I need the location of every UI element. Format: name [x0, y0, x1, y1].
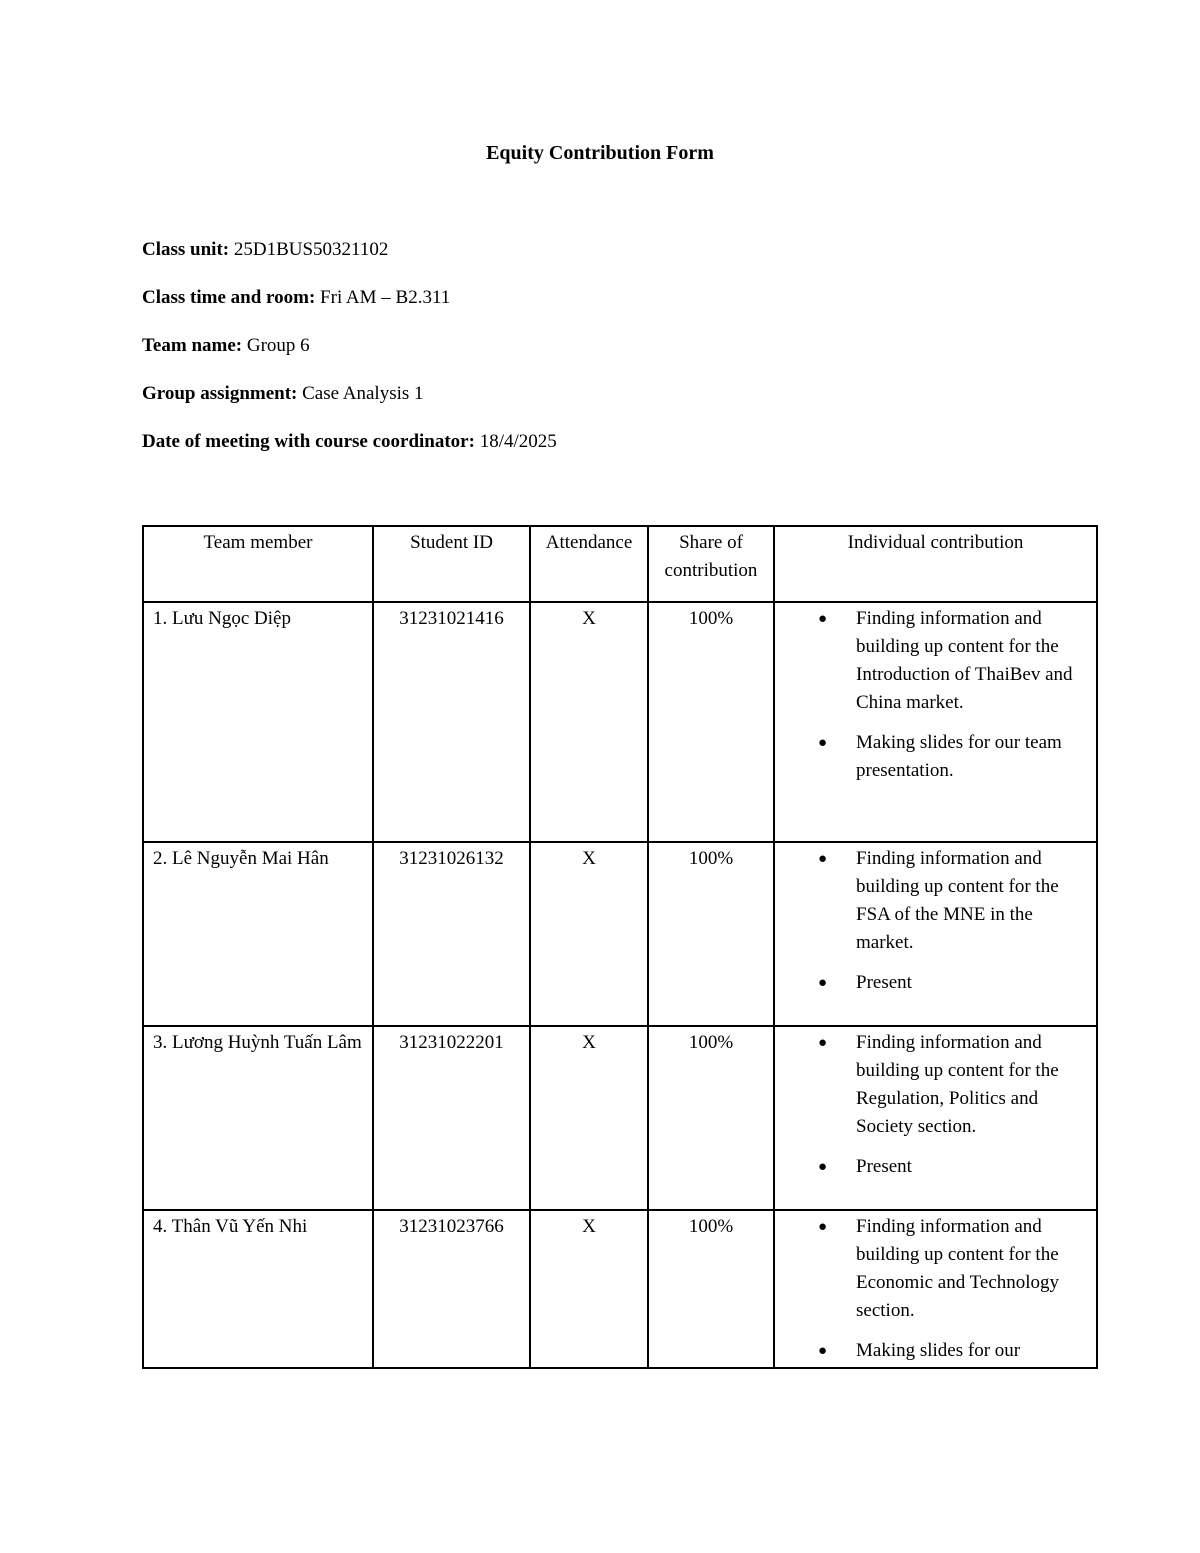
contribution-item: ● Making slides for our [856, 1337, 1087, 1363]
share-value: 100% [648, 842, 774, 1026]
member-name: 3. Lương Huỳnh Tuấn Lâm [143, 1026, 373, 1210]
contribution-list [784, 1029, 1087, 1181]
class-time-room-value: Fri AM – B2.311 [320, 287, 451, 308]
bullet-icon: ● [818, 1159, 828, 1175]
class-unit-field [142, 239, 388, 261]
contribution-list [784, 605, 1087, 785]
contribution-item: ● Present [856, 1153, 1087, 1181]
student-id: 31231023766 [373, 1210, 530, 1368]
contribution-item: ● Finding information and building up content for the Introduction of ThaiBev and China market. [856, 605, 1087, 717]
team-name-label: Team name: [142, 335, 243, 356]
group-assignment-value: Case Analysis 1 [302, 383, 424, 404]
contribution-list [784, 845, 1087, 997]
header-team-member: Team member [143, 526, 373, 602]
attendance-mark: X [530, 1210, 648, 1368]
contribution-table [142, 525, 1098, 1369]
team-name-value: Group 6 [246, 335, 310, 356]
student-id: 31231021416 [373, 602, 530, 842]
member-name: 1. Lưu Ngọc Diệp [143, 602, 373, 842]
contribution-cell [774, 1026, 1097, 1210]
bullet-icon: ● [818, 1343, 828, 1359]
table-header-row [143, 526, 1097, 602]
class-time-room-field [142, 287, 450, 309]
student-id: 31231022201 [373, 1026, 530, 1210]
header-individual-contribution: Individual contribution [774, 526, 1097, 602]
meeting-date-field [142, 431, 557, 453]
attendance-mark: X [530, 1026, 648, 1210]
student-id: 31231026132 [373, 842, 530, 1026]
team-name-field [142, 335, 310, 357]
bullet-icon: ● [818, 611, 828, 627]
share-value: 100% [648, 1210, 774, 1368]
bullet-icon: ● [818, 1035, 828, 1051]
attendance-mark: X [530, 602, 648, 842]
class-unit-value: 25D1BUS50321102 [233, 239, 389, 260]
header-attendance: Attendance [530, 526, 648, 602]
table-row [143, 602, 1097, 842]
meeting-date-label: Date of meeting with course coordinator: [142, 431, 475, 452]
contribution-list [784, 1213, 1087, 1363]
share-value: 100% [648, 602, 774, 842]
contribution-clip [784, 1213, 1087, 1363]
contribution-item: ● Finding information and building up content for the Regulation, Politics and Society section. [856, 1029, 1087, 1141]
share-value: 100% [648, 1026, 774, 1210]
class-unit-label: Class unit: [142, 239, 230, 260]
header-student-id: Student ID [373, 526, 530, 602]
table-row [143, 1210, 1097, 1368]
meeting-date-value: 18/4/2025 [479, 431, 557, 452]
table-row [143, 1026, 1097, 1210]
member-name: 4. Thân Vũ Yến Nhi [143, 1210, 373, 1368]
attendance-mark: X [530, 842, 648, 1026]
group-assignment-label: Group assignment: [142, 383, 298, 404]
group-assignment-field [142, 383, 424, 405]
contribution-item: ● Finding information and building up content for the Economic and Technology section. [856, 1213, 1087, 1325]
bullet-icon: ● [818, 1219, 828, 1235]
page-title: Equity Contribution Form [486, 142, 714, 164]
contribution-item: ● Present [856, 969, 1087, 997]
bullet-icon: ● [818, 851, 828, 867]
bullet-icon: ● [818, 735, 828, 751]
class-time-room-label: Class time and room: [142, 287, 316, 308]
table-row [143, 842, 1097, 1026]
contribution-cell [774, 1210, 1097, 1368]
contribution-cell [774, 842, 1097, 1026]
member-name: 2. Lê Nguyễn Mai Hân [143, 842, 373, 1026]
contribution-item: ● Making slides for our team presentation. [856, 729, 1087, 785]
contribution-cell [774, 602, 1097, 842]
contribution-item: ● Finding information and building up content for the FSA of the MNE in the market. [856, 845, 1087, 957]
header-share: Share of contribution [648, 526, 774, 602]
bullet-icon: ● [818, 975, 828, 991]
